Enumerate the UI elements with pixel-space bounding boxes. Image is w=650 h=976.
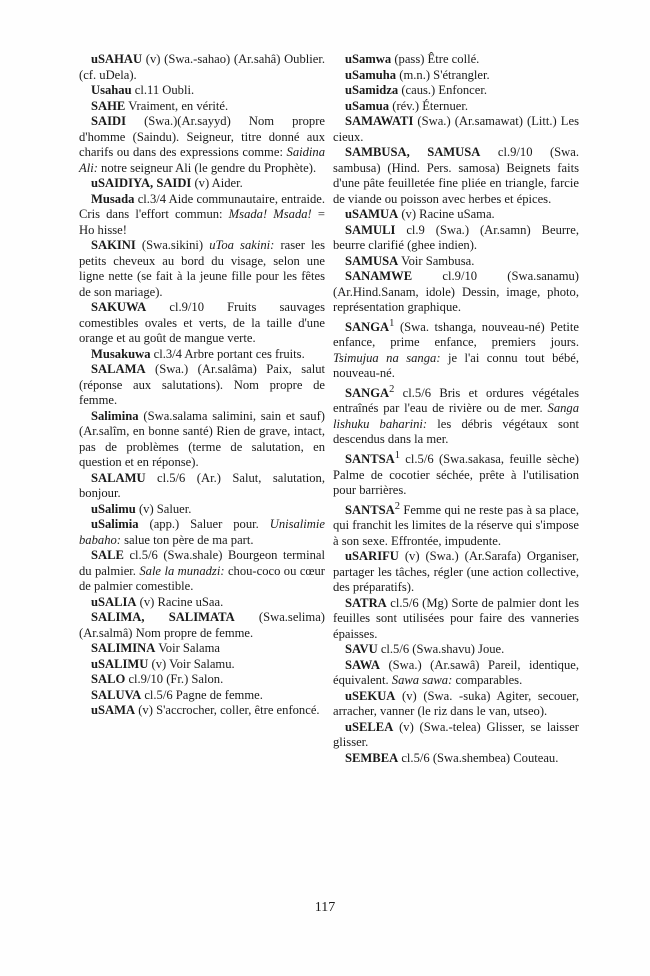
headword: SAVU xyxy=(345,642,378,657)
headword: Usahau xyxy=(91,83,132,97)
example-phrase: Msada! Msada! xyxy=(228,207,312,221)
headword: SALAMU xyxy=(91,470,146,485)
dictionary-entry xyxy=(333,145,579,207)
dictionary-entry xyxy=(333,596,579,643)
headword: SALE xyxy=(91,548,124,562)
dictionary-entry xyxy=(79,99,325,115)
definition-text: cl.5/6 (Swa.shavu) Joue. xyxy=(377,642,505,657)
headword: uSAIDIYA, SAIDI xyxy=(91,176,192,190)
headword: SAWA xyxy=(345,657,380,672)
dictionary-entry xyxy=(333,83,579,99)
dictionary-entry xyxy=(79,610,325,641)
headword: uSAHAU xyxy=(91,52,143,66)
headword: uSALIMU xyxy=(91,656,149,671)
dictionary-entry xyxy=(79,703,325,719)
headword: SALIMINA xyxy=(91,641,156,655)
dictionary-entry xyxy=(333,642,579,658)
example-phrase: uToa sakini: xyxy=(209,238,275,252)
dictionary-entry xyxy=(333,751,579,767)
definition-text: (Swa.) (Ar.samawat) (Litt.) Les cieux. xyxy=(333,114,579,144)
example-phrase: Sale la munadzi: xyxy=(139,563,225,578)
definition-text: notre seigneur Ali (le gendre du Prophète). xyxy=(97,160,317,175)
dictionary-entry xyxy=(79,409,325,471)
definition-text: cl.9/10 (Swa. sambusa) (Hind. Pers. samosa) Beignets faits d'une pâte feuilletée fine pliée en triangle, farcie de viande ou poisson avec herbes et épices. xyxy=(333,145,579,206)
headword: SANAMWE xyxy=(345,269,413,283)
headword: SAMULI xyxy=(345,222,396,237)
dictionary-entry xyxy=(79,548,325,595)
dictionary-entry xyxy=(333,68,579,84)
definition-text: (rév.) Éternuer. xyxy=(389,98,469,113)
dictionary-entry xyxy=(79,238,325,300)
definition-text: (v) (Swa.-sahao) (Ar.sahâ) Oublier. (cf. uDela). xyxy=(79,52,325,82)
headword: Salimina xyxy=(91,408,139,423)
headword: SALIMA, SALIMATA xyxy=(91,610,235,624)
dictionary-entry xyxy=(79,176,325,192)
dictionary-entry xyxy=(333,52,579,68)
definition-text: comparables. xyxy=(452,673,523,688)
dictionary-entry xyxy=(333,382,579,448)
dictionary-entry xyxy=(79,114,325,176)
dictionary-entry xyxy=(333,114,579,145)
headword: SAMAWATI xyxy=(345,114,414,128)
dictionary-entry xyxy=(333,207,579,223)
dictionary-entry xyxy=(79,688,325,704)
headword: uSARIFU xyxy=(345,549,399,564)
dictionary-entry xyxy=(79,657,325,673)
headword: SAMUSA xyxy=(345,253,399,268)
headword: Musakuwa xyxy=(91,346,151,361)
headword: uSAMA xyxy=(91,703,136,717)
headword: SAIDI xyxy=(91,114,126,128)
definition-text: les débris végétaux sont descendus dans la mer. xyxy=(333,416,579,447)
dictionary-entry xyxy=(79,362,325,409)
dictionary-entry xyxy=(333,549,579,596)
definition-text: Voir Salama xyxy=(155,641,220,655)
headword: uSamuha xyxy=(345,67,397,82)
definition-text: (v) S'accrocher, coller, être enfoncé. xyxy=(135,703,320,717)
definition-text: cl.9/10 Fruits sauvages comestibles ovales et verts, de la taille d'une orange et au goût de mangue verte. xyxy=(79,300,325,345)
definition-text: raser les petits cheveux au bord du visage, selon une ligne nette (se fait à la jeune fille pour les fêtes de son mariage). xyxy=(79,238,325,299)
definition-text: (v) Voir Salamu. xyxy=(148,656,235,671)
definition-text: (v) Racine uSama. xyxy=(398,207,495,221)
example-phrase: Saidina Ali: xyxy=(79,145,325,175)
dictionary-entry xyxy=(79,595,325,611)
definition-text: cl.3/4 Arbre portant ces fruits. xyxy=(150,346,305,361)
definition-text: (Swa.) (Ar.salâma) Paix, salut (réponse aux salutations). Nom propre de femme. xyxy=(79,362,325,407)
headword: Musada xyxy=(91,191,135,206)
headword: uSAMUA xyxy=(345,207,399,221)
definition-text: = Ho hisse! xyxy=(79,207,325,237)
headword: SANGA xyxy=(345,319,390,334)
headword: uSamua xyxy=(345,98,390,113)
definition-text: Femme qui ne reste pas à sa place, qui franchit les limites de la réserve qui s'impose à son sexe. Effrontée, impudente. xyxy=(333,502,579,548)
dictionary-entry xyxy=(79,502,325,518)
definition-text: (Swa. tshanga, nouveau-né) Petite enfance, prime enfance, premiers jours. xyxy=(333,319,579,350)
definition-text: (pass) Être collé. xyxy=(391,52,480,66)
definition-text: (Swa.sikini) xyxy=(135,238,210,252)
headword: SEMBEA xyxy=(345,750,399,765)
dictionary-entry xyxy=(333,689,579,720)
definition-text: (v) (Swa.-telea) Glisser, se laisser glisser. xyxy=(333,719,579,750)
headword: SATRA xyxy=(345,595,387,610)
definition-text: je l'ai connu tout bébé, nouveau-né. xyxy=(333,350,580,381)
headword: uSalimia xyxy=(91,517,139,531)
headword: SALO xyxy=(91,672,126,686)
dictionary-entry xyxy=(333,720,579,751)
headword: SALUVA xyxy=(91,687,142,702)
definition-text: Voir Sambusa. xyxy=(398,253,475,268)
definition-text: cl.3/4 Aide communautaire, entraide. Cris dans l'effort commun: xyxy=(79,191,325,221)
example-phrase: Sanga lishuku baharini: xyxy=(333,401,579,431)
definition-text: cl.5/6 Bris et ordures végétales entraînés par l'eau de rivière ou de mer. xyxy=(333,385,579,416)
dictionary-entry xyxy=(333,448,579,499)
dictionary-entry xyxy=(79,83,325,99)
dictionary-entry xyxy=(79,672,325,688)
right-column xyxy=(333,52,579,766)
definition-text: (m.n.) S'étrangler. xyxy=(396,67,490,82)
dictionary-entry xyxy=(333,254,579,270)
dictionary-entry xyxy=(79,300,325,347)
definition-text: cl.5/6 (Ar.) Salut, salutation, bonjour. xyxy=(79,470,325,500)
headword: uSalimu xyxy=(91,501,136,516)
definition-text: (v) (Swa.) (Ar.Sarafa) Organiser, partager les tâches, régler (une action collective, des préparatifs). xyxy=(333,549,579,595)
definition-text: chou-coco ou cœur de palmier comestible. xyxy=(79,563,325,593)
dictionary-entry xyxy=(79,517,325,548)
dictionary-entry xyxy=(79,641,325,657)
example-phrase: Unisalimie babaho: xyxy=(79,517,325,547)
headword: SAKUWA xyxy=(91,300,147,314)
headword: uSamidza xyxy=(345,83,399,97)
definition-text: (caus.) Enfoncer. xyxy=(398,83,488,97)
dictionary-entry xyxy=(79,192,325,239)
definition-text: salue ton père de ma part. xyxy=(120,532,254,547)
dictionary-entry xyxy=(333,269,579,316)
definition-text: cl.5/6 (Swa.shembea) Couteau. xyxy=(398,750,559,765)
definition-text: (Swa.salama salimini, sain et sauf) (Ar.salîm, en bonne santé) Rien de grave, intact, pas de problèmes (terme de salutation, en question et en réponse). xyxy=(79,408,325,469)
headword: SAKINI xyxy=(91,238,136,252)
definition-text: cl.5/6 (Swa.shale) Bourgeon terminal du palmier. xyxy=(79,548,325,578)
headword: SANTSA xyxy=(345,502,395,517)
definition-text: cl.9/10 (Swa.sanamu) (Ar.Hind.Sanam, idole) Dessin, image, photo, représentation graphique. xyxy=(333,269,579,314)
headword: SANTSA xyxy=(345,452,395,467)
headword: uSALIA xyxy=(91,594,137,609)
dictionary-entry xyxy=(333,499,579,550)
headword: uSamwa xyxy=(345,52,392,66)
dictionary-entry xyxy=(79,347,325,363)
headword: uSELEA xyxy=(345,719,394,734)
definition-text: (Swa.selima) (Ar.salmâ) Nom propre de femme. xyxy=(79,610,325,640)
homonym-number: 1 xyxy=(394,449,400,461)
definition-text: (v) (Swa. -suka) Agiter, secouer, arracher, vanner (le riz dans le van, utseo). xyxy=(333,688,579,719)
headword: SAHE xyxy=(91,98,126,113)
definition-text: cl.9/10 (Fr.) Salon. xyxy=(125,672,224,686)
definition-text: Vraiment, en vérité. xyxy=(125,98,229,113)
dictionary-entry xyxy=(333,658,579,689)
headword: uSEKUA xyxy=(345,688,396,703)
headword: SAMBUSA, SAMUSA xyxy=(345,145,481,159)
definition-text: cl.9 (Swa.) (Ar.samn) Beurre, beurre clarifié (ghee indien). xyxy=(333,222,579,252)
definition-text: cl.5/6 Pagne de femme. xyxy=(141,687,263,702)
homonym-number: 2 xyxy=(394,500,400,512)
dictionary-entry xyxy=(333,223,579,254)
definition-text: (v) Aider. xyxy=(191,176,243,190)
homonym-number: 2 xyxy=(389,383,395,395)
dictionary-entry xyxy=(79,471,325,502)
dictionary-entry xyxy=(79,52,325,83)
definition-text: cl.5/6 (Swa.sakasa, feuille sèche) Palme de cocotier séchée, prête à l'utilisation pour barrières. xyxy=(333,452,579,498)
definition-text: (v) Racine uSaa. xyxy=(136,594,224,609)
headword: SANGA xyxy=(345,385,390,400)
definition-text: (app.) Saluer pour. xyxy=(138,517,270,531)
homonym-number: 1 xyxy=(389,317,395,329)
dictionary-entry xyxy=(333,316,579,382)
definition-text: cl.5/6 (Mg) Sorte de palmier dont les feuilles sont utilisées pour faire des vanneries épaisses. xyxy=(333,595,579,641)
definition-text: (Swa.) (Ar.sawâ) Pareil, identique, équivalent. xyxy=(333,657,579,688)
left-column xyxy=(79,52,325,719)
definition-text: cl.11 Oubli. xyxy=(131,83,195,97)
definition-text: (v) Saluer. xyxy=(135,501,192,516)
definition-text: (Swa.)(Ar.sayyd) Nom propre d'homme (Saindu). Seigneur, titre donné aux charifs ou dans des expressions comme: xyxy=(79,114,325,159)
headword: SALAMA xyxy=(91,362,146,376)
dictionary-entry xyxy=(333,99,579,115)
example-phrase: Tsimujua na sanga: xyxy=(333,350,441,365)
page-number: 117 xyxy=(314,900,336,915)
example-phrase: Sawa sawa: xyxy=(391,673,453,688)
